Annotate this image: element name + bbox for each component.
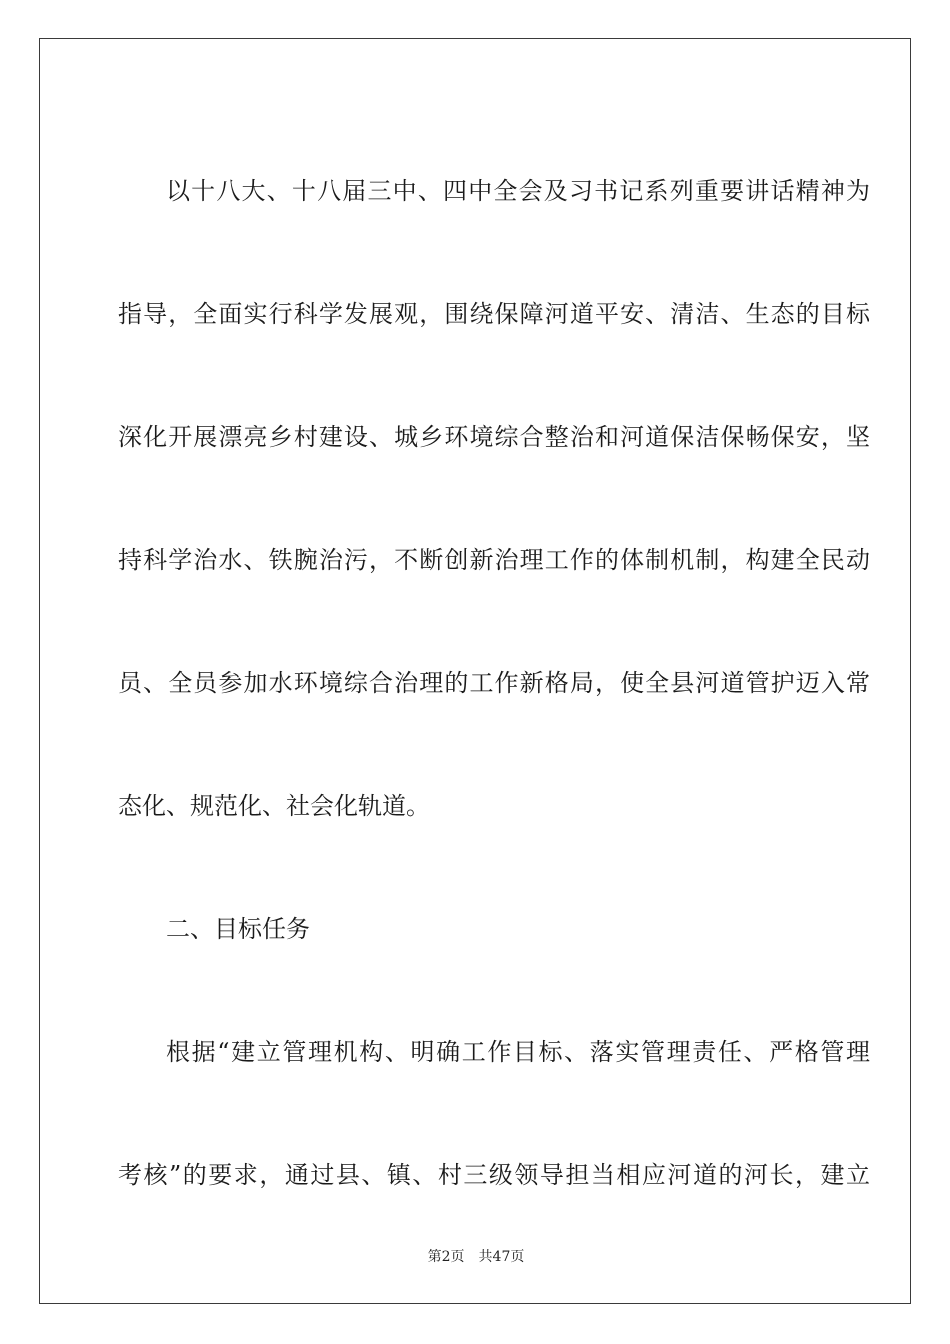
- paragraph-line-6: 态化、规范化、社会化轨道。: [118, 792, 430, 820]
- section-heading: 二、目标任务: [166, 915, 310, 943]
- paragraph-line-8: 考核”的要求，通过县、镇、村三级领导担当相应河道的河长，建立: [118, 1161, 870, 1189]
- total-pages: 共47页: [478, 1249, 525, 1265]
- paragraph-line-1: 以十八大、十八届三中、四中全会及习书记系列重要讲话精神为: [166, 177, 870, 205]
- paragraph-line-2: 指导，全面实行科学发展观，围绕保障河道平安、清洁、生态的目标: [118, 300, 870, 328]
- page-frame: [39, 38, 911, 1304]
- page-number: 第2页: [427, 1249, 465, 1265]
- paragraph-line-4: 持科学治水、铁腕治污，不断创新治理工作的体制机制，构建全民动: [118, 546, 870, 574]
- page-footer: [40, 1248, 912, 1266]
- paragraph-line-7: 根据“建立管理机构、明确工作目标、落实管理责任、严格管理: [166, 1038, 870, 1066]
- paragraph-line-5: 员、全员参加水环境综合治理的工作新格局，使全县河道管护迈入常: [118, 669, 870, 697]
- paragraph-line-3: 深化开展漂亮乡村建设、城乡环境综合整治和河道保洁保畅保安，坚: [118, 423, 870, 451]
